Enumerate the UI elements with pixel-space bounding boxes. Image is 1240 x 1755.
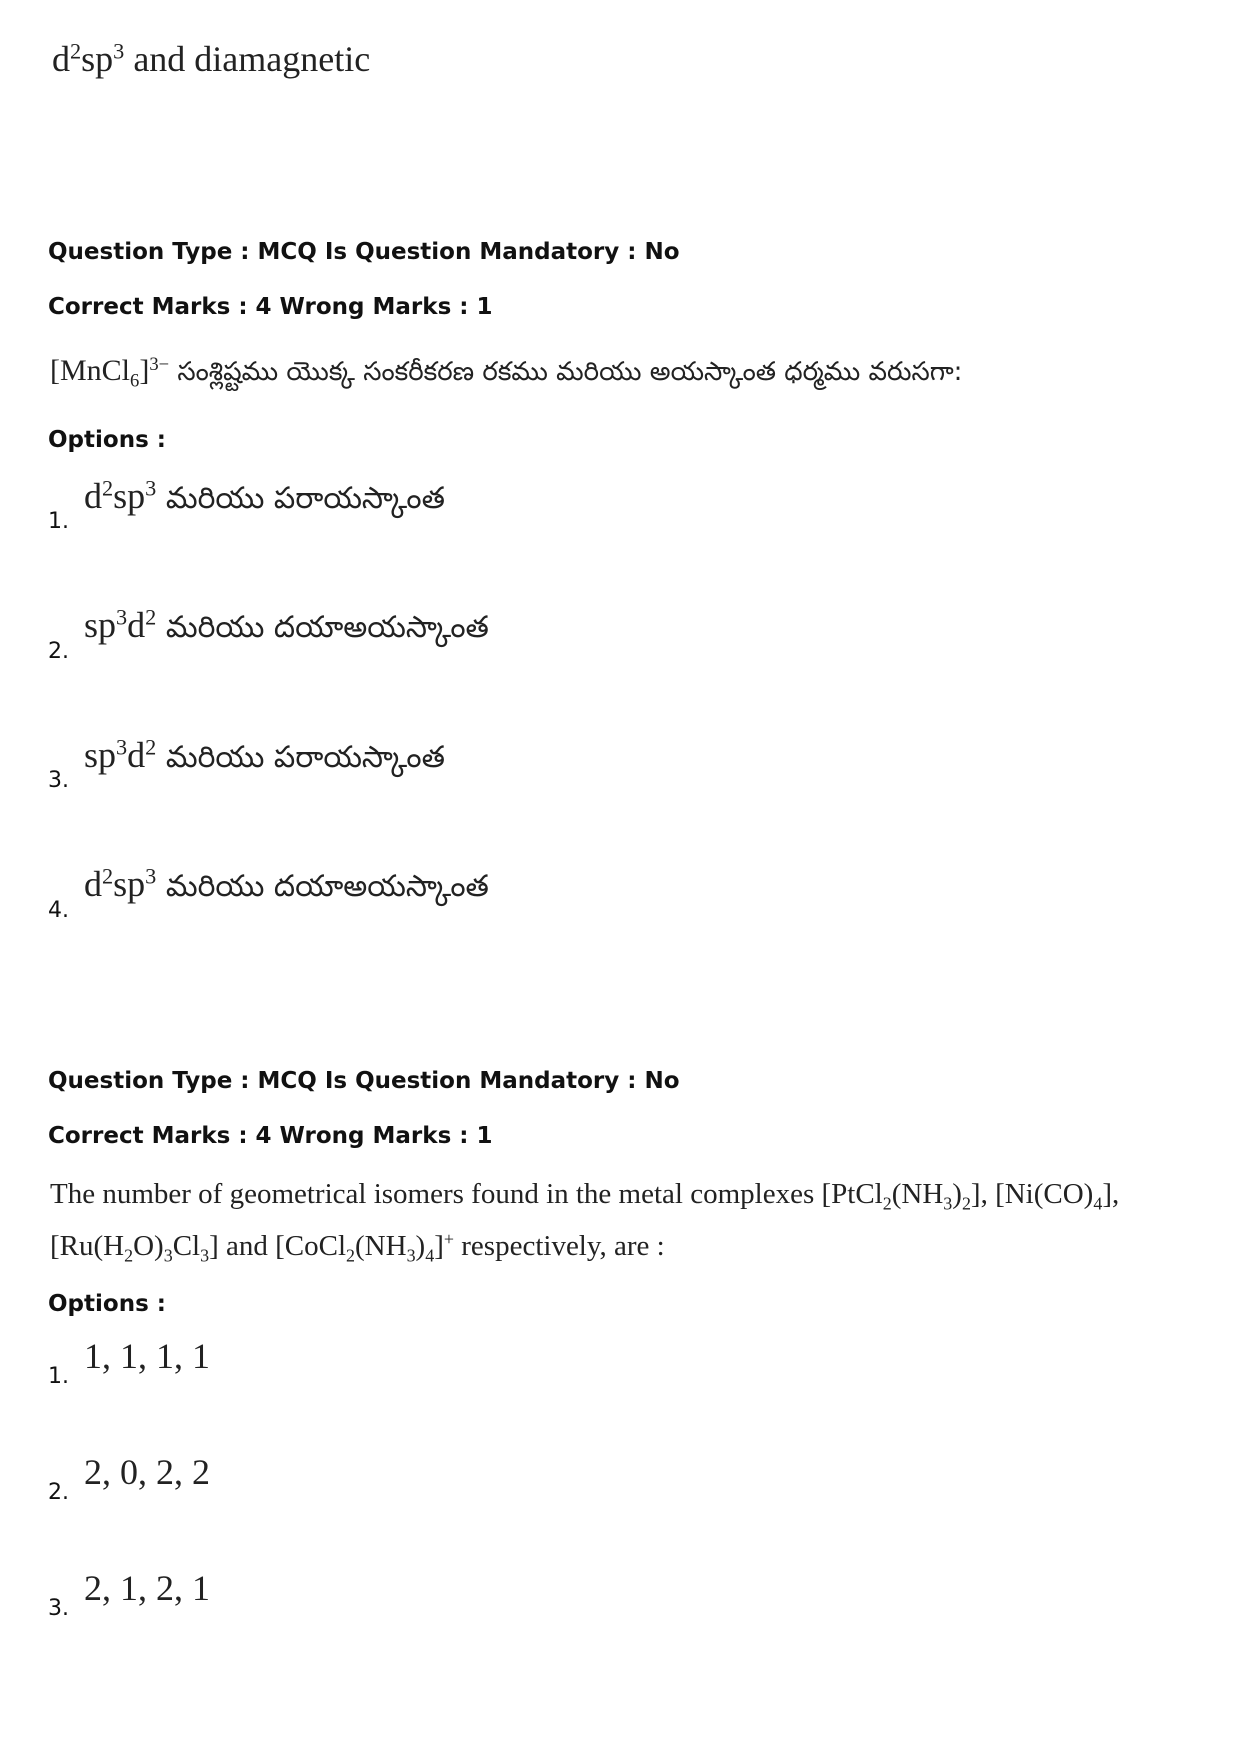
q1-option-2-number: 2.	[48, 639, 69, 664]
question-text: and	[218, 1230, 276, 1262]
formula-subscript: 6	[130, 370, 140, 392]
q2-option-3[interactable]: 2, 1, 2, 1	[84, 1568, 210, 1608]
formula-superscript: 2	[70, 38, 82, 64]
formula-superscript: 3	[116, 604, 128, 630]
formula-superscript: 3	[145, 475, 157, 501]
q2-option-2[interactable]: 2, 0, 2, 2	[84, 1452, 210, 1492]
q2-options-label: Options :	[48, 1291, 166, 1317]
formula-superscript: 2	[145, 734, 157, 760]
formula-superscript: 2	[102, 475, 114, 501]
formula-part: sp	[81, 39, 114, 79]
q1-option-3-number: 3.	[48, 768, 69, 793]
question-text: సంశ్లిష్టము యొక్క సంకరీకరణ రకము మరియు అయస్కాంత ధర్మము వరుసగా:	[169, 357, 963, 387]
q2-option-3-number: 3.	[48, 1596, 69, 1621]
formula-part: d	[52, 39, 70, 79]
formula-part: sp	[84, 605, 117, 645]
question-text: The number of geometrical isomers found in the metal complexes	[50, 1178, 822, 1210]
q1-option-1[interactable]	[84, 475, 445, 523]
q2-option-1-number: 1.	[48, 1364, 69, 1389]
q1-option-4-number: 4.	[48, 898, 69, 923]
formula-superscript: 3	[113, 38, 125, 64]
complex-formula: ]	[139, 354, 150, 387]
q1-option-1-number: 1.	[48, 509, 69, 534]
formula-part: d	[127, 735, 146, 775]
formula-part: d	[84, 476, 102, 516]
option-text: మరియు పరాయస్కాంత	[156, 740, 445, 775]
option-text: మరియు పరాయస్కాంత	[156, 481, 445, 516]
formula-part: sp	[113, 476, 146, 516]
formula-superscript: 2	[145, 604, 157, 630]
q1-question-stem	[50, 345, 962, 398]
question-text: respectively, are :	[454, 1230, 665, 1262]
complex-formula: [MnCl	[50, 354, 131, 387]
answer-text: and diamagnetic	[124, 39, 371, 79]
formula-superscript: 3	[116, 734, 128, 760]
formula-charge: 3−	[149, 353, 170, 375]
q1-option-2[interactable]	[84, 604, 489, 652]
formula-part: d	[84, 864, 102, 904]
formula-part: d	[127, 605, 146, 645]
q2-option-1[interactable]: 1, 1, 1, 1	[84, 1336, 210, 1376]
formula-part: sp	[113, 864, 146, 904]
q1-marks-line: Correct Marks : 4 Wrong Marks : 1	[48, 294, 493, 320]
q2-marks-line: Correct Marks : 4 Wrong Marks : 1	[48, 1123, 493, 1149]
q1-option-3[interactable]	[84, 734, 445, 782]
option-text: మరియు దయాఅయస్కాంత	[156, 610, 489, 645]
option-text: మరియు దయాఅయస్కాంత	[156, 869, 489, 904]
formula-superscript: 3	[145, 863, 157, 889]
q2-stem-line-1: The number of geometrical isomers found in the metal complexes $[PtCl_2(NH_3)_2]$, $[Ni(CO)_4]$,	[50, 1178, 1120, 1214]
formula-part: sp	[84, 735, 117, 775]
q2-option-2-number: 2.	[48, 1480, 69, 1505]
q1-option-4[interactable]	[84, 863, 489, 911]
previous-answer-text	[52, 38, 370, 80]
formula-superscript: 2	[102, 863, 114, 889]
q2-type-line: Question Type : MCQ Is Question Mandatory : No	[48, 1068, 680, 1094]
q1-type-line: Question Type : MCQ Is Question Mandatory : No	[48, 239, 680, 265]
q2-stem-line-2: $[Ru(H_2O)_3Cl_3]$ and $[CoCl_2(NH_3)_4]^+$ respectively, are :	[50, 1229, 665, 1266]
q2-question-stem	[50, 1168, 1119, 1272]
q1-options-label: Options :	[48, 427, 166, 453]
